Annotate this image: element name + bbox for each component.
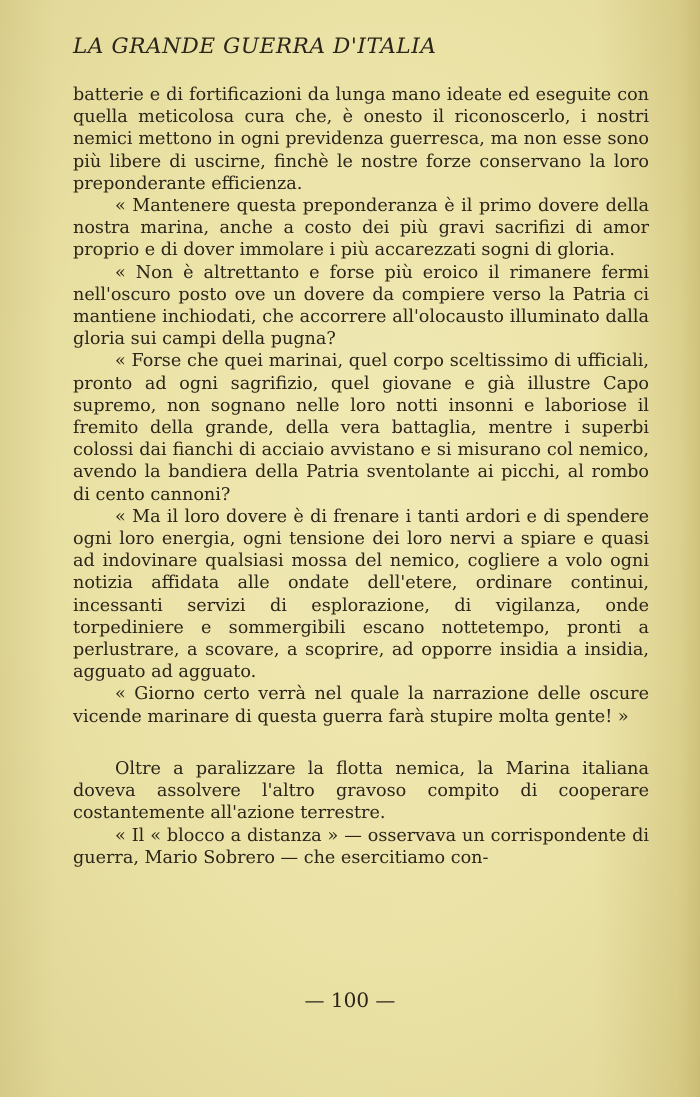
paragraph-6: « Giorno certo verrà nel quale la narrazione delle oscure vicende marinare di questa guerra farà stupire molta gente! » (73, 684, 649, 727)
paragraph-8: « Il « blocco a distanza » — osservava un corrispondente di guerra, Mario Sobrero — che esercitiamo con- (73, 825, 649, 868)
body-text (73, 84, 649, 869)
paragraph-1: batterie e di fortificazioni da lunga mano ideate ed eseguite con quella meticolosa cura che, è onesto il riconoscerlo, i nostri nemici mettono in ogni previdenza guerresca, ma non esse sono più libere di uscirne, finchè le nostre forze conservano la loro preponderante efficienza. (73, 85, 649, 194)
paragraph-7: Oltre a paralizzare la flotta nemica, la Marina italiana doveva assolvere l'altro gravoso compito di cooperare costantemente all'azione terrestre. (73, 758, 649, 824)
paragraph-2: « Mantenere questa preponderanza è il primo dovere della nostra marina, anche a costo dei più gravi sacrifizi di amor proprio e di dover immolare i più accarezzati sogni di gloria. (73, 196, 649, 261)
page-number: — 100 — (304, 988, 396, 1012)
paragraph-4: « Forse che quei marinai, quel corpo sceltissimo di ufficiali, pronto ad ogni sagrifizio, quel giovane e già illustre Capo supremo, non sognano nelle loro notti insonni e laboriose il fremito della grande, della vera battaglia, mentre i superbi colossi dai fianchi di acciaio avvistano e si misurano col nemico, avendo la bandiera della Patria sventolante ai picchi, al rombo di cento cannoni? (73, 351, 649, 505)
paragraph-3: « Non è altrettanto e forse più eroico il rimanere fermi nell'oscuro posto ove un dovere da compiere verso la Patria ci mantiene inchiodati, che accorrere all'olocausto illuminato dalla gloria sui campi della pugna? (73, 262, 649, 350)
paragraph-5: « Ma il loro dovere è di frenare i tanti ardori e di spendere ogni loro energia, ogni tensione dei loro nervi a spiare e quasi ad indovinare qualsiasi mossa del nemico, cogliere a volo ogni notizia affidata alle ondate dell'etere, ordinare continui, incessanti servizi di esplorazione, di vigilanza, onde torpediniere e sommergibili escano nottetempo, pronti a perlustrare, a scovare, a scoprire, ad opporre insidia a insidia, agguato ad agguato. (73, 506, 649, 683)
running-head: LA GRANDE GUERRA D'ITALIA (73, 34, 437, 59)
